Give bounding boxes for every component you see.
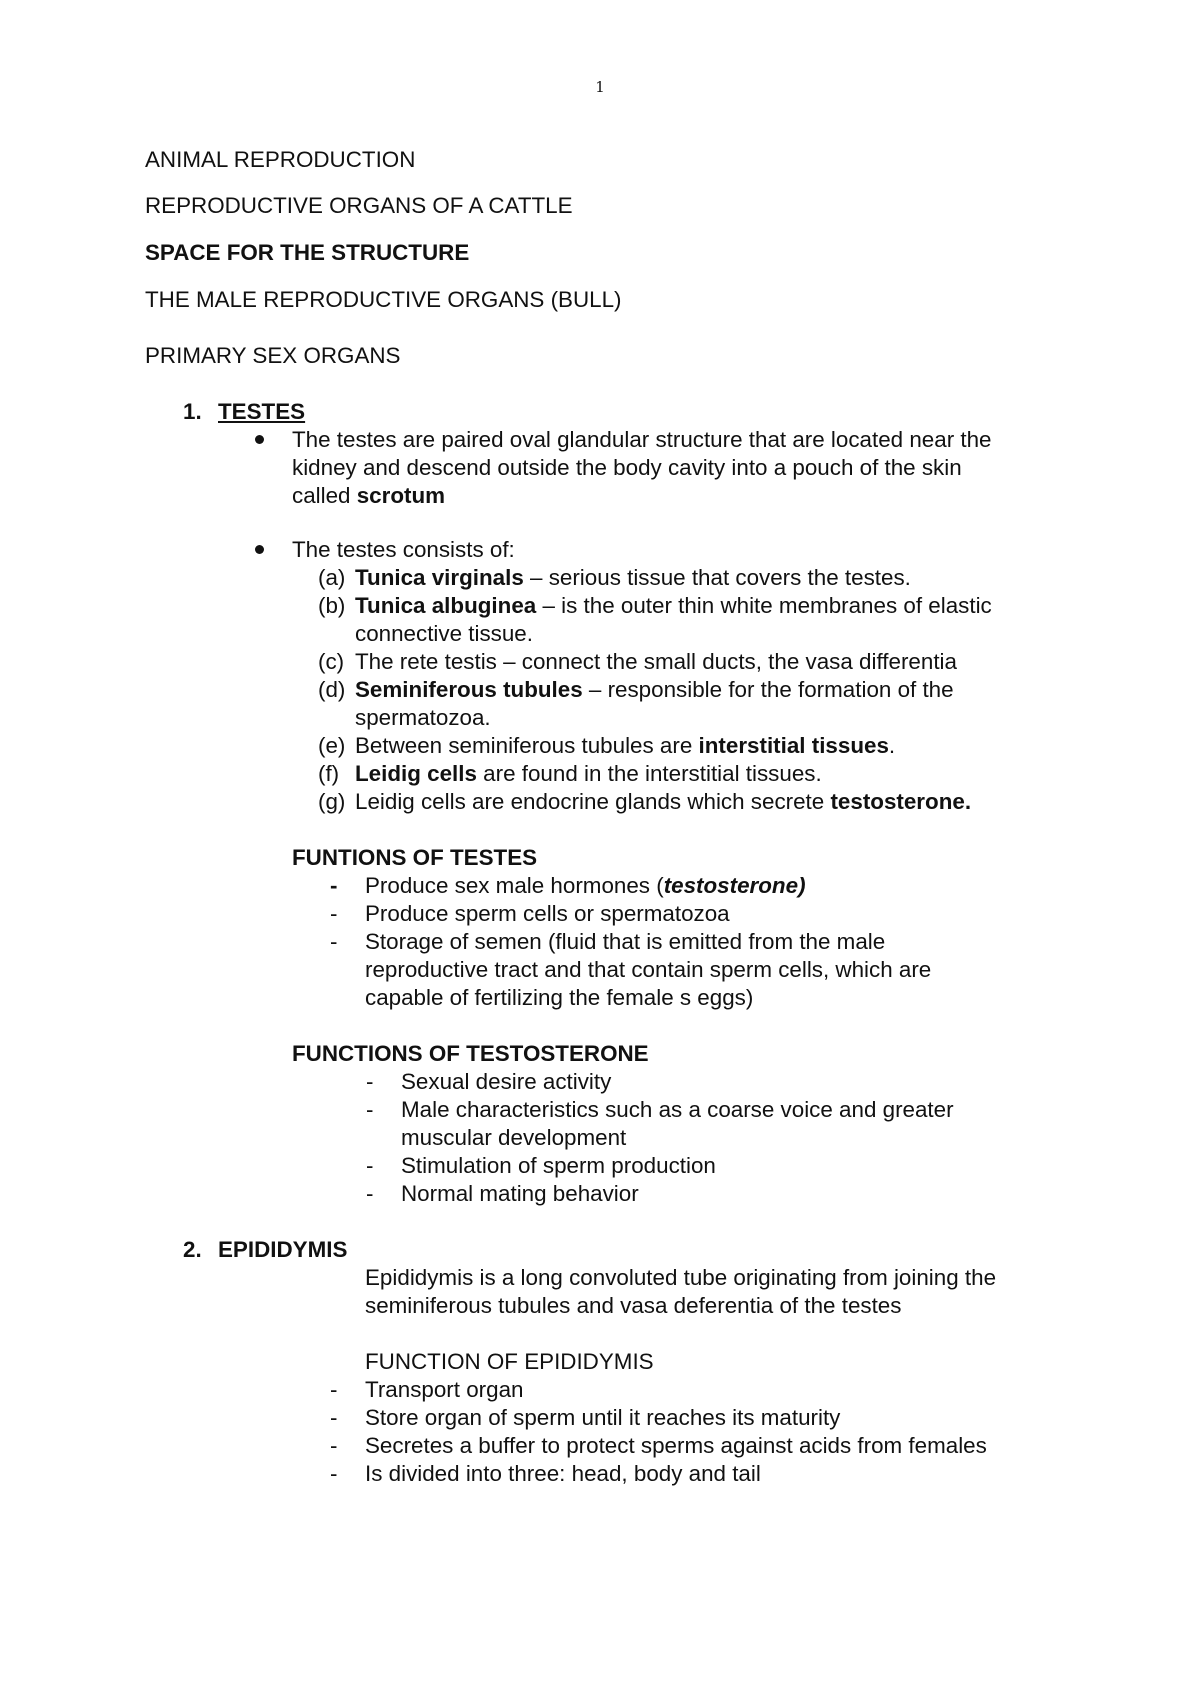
dash-icon: - [366,1097,374,1122]
testes-bullet1-line2: kidney and descend outside the body cavity into a pouch of the skin [292,455,962,480]
function-of-epididymis-heading: FUNCTION OF EPIDIDYMIS [365,1349,654,1374]
male-organs-heading: THE MALE REPRODUCTIVE ORGANS (BULL) [145,287,622,312]
epididymis-function-2: Store organ of sperm until it reaches its maturity [365,1405,841,1430]
dash-icon: - [330,929,338,954]
epididymis-description-line2: seminiferous tubules and vasa deferentia of the testes [365,1293,902,1318]
testosterone-function-1: Sexual desire activity [401,1069,612,1094]
epididymis-function-3: Secretes a buffer to protect sperms against acids from females [365,1433,987,1458]
testes-bullet1-line1: The testes are paired oval glandular structure that are located near the [292,427,992,452]
testosterone-function-3: Stimulation of sperm production [401,1153,716,1178]
dash-icon: - [330,1377,338,1402]
testes-function-3-line3: capable of fertilizing the female s eggs) [365,985,754,1010]
epididymis-function-1: Transport organ [365,1377,524,1402]
testes-function-2: Produce sperm cells or spermatozoa [365,901,730,926]
list-item: (b) Tunica albuginea – is the outer thin white membranes of elastic [318,593,992,618]
testes-number: 1. [183,399,202,424]
epididymis-number: 2. [183,1237,202,1262]
list-item: (a) Tunica virginals – serious tissue that covers the testes. [318,565,911,590]
dash-icon: - [330,1405,338,1430]
document-subtitle: REPRODUCTIVE ORGANS OF A CATTLE [145,193,573,218]
testes-function-3-line2: reproductive tract and that contain sperm cells, which are [365,957,932,982]
testosterone-function-2-line1: Male characteristics such as a coarse voice and greater [401,1097,954,1122]
testes-bullet1-line3: called scrotum [292,483,446,508]
dash-icon: - [330,1461,338,1486]
dash-icon: - [366,1153,374,1178]
bullet-dot-icon [255,435,264,444]
epididymis-function-4: Is divided into three: head, body and tail [365,1461,761,1486]
primary-organs-heading: PRIMARY SEX ORGANS [145,343,401,368]
dash-icon: - [330,1433,338,1458]
testosterone-function-2-line2: muscular development [401,1125,627,1150]
space-heading: SPACE FOR THE STRUCTURE [145,240,470,265]
list-item: (d) Seminiferous tubules – responsible for the formation of the [318,677,954,702]
list-item: (c) The rete testis – connect the small ducts, the vasa differentia [318,649,957,674]
functions-of-testosterone-heading: FUNCTIONS OF TESTOSTERONE [292,1041,649,1066]
list-item: (f) Leidig cells are found in the interstitial tissues. [318,761,822,786]
page-number: 1 [595,78,605,96]
list-item: (g) Leidig cells are endocrine glands which secrete testosterone. [318,789,972,814]
dash-icon: - [330,901,338,926]
testes-title: TESTES [218,399,306,424]
list-item-continuation: spermatozoa. [355,705,491,730]
bullet-dot-icon [255,545,264,554]
document-title: ANIMAL REPRODUCTION [145,147,416,172]
list-item-continuation: connective tissue. [355,621,533,646]
testosterone-function-4: Normal mating behavior [401,1181,639,1206]
testes-function-1: Produce sex male hormones (testosterone) [365,873,806,898]
list-item: (e) Between seminiferous tubules are interstitial tissues. [318,733,896,758]
dash-icon: - [366,1069,374,1094]
epididymis-title: EPIDIDYMIS [218,1237,348,1262]
testes-function-3-line1: Storage of semen (fluid that is emitted from the male [365,929,886,954]
functions-of-testes-heading: FUNTIONS OF TESTES [292,845,538,870]
dash-icon: - [330,873,338,898]
epididymis-description-line1: Epididymis is a long convoluted tube originating from joining the [365,1265,997,1290]
testes-bullet2: The testes consists of: [292,537,515,562]
dash-icon: - [366,1181,374,1206]
